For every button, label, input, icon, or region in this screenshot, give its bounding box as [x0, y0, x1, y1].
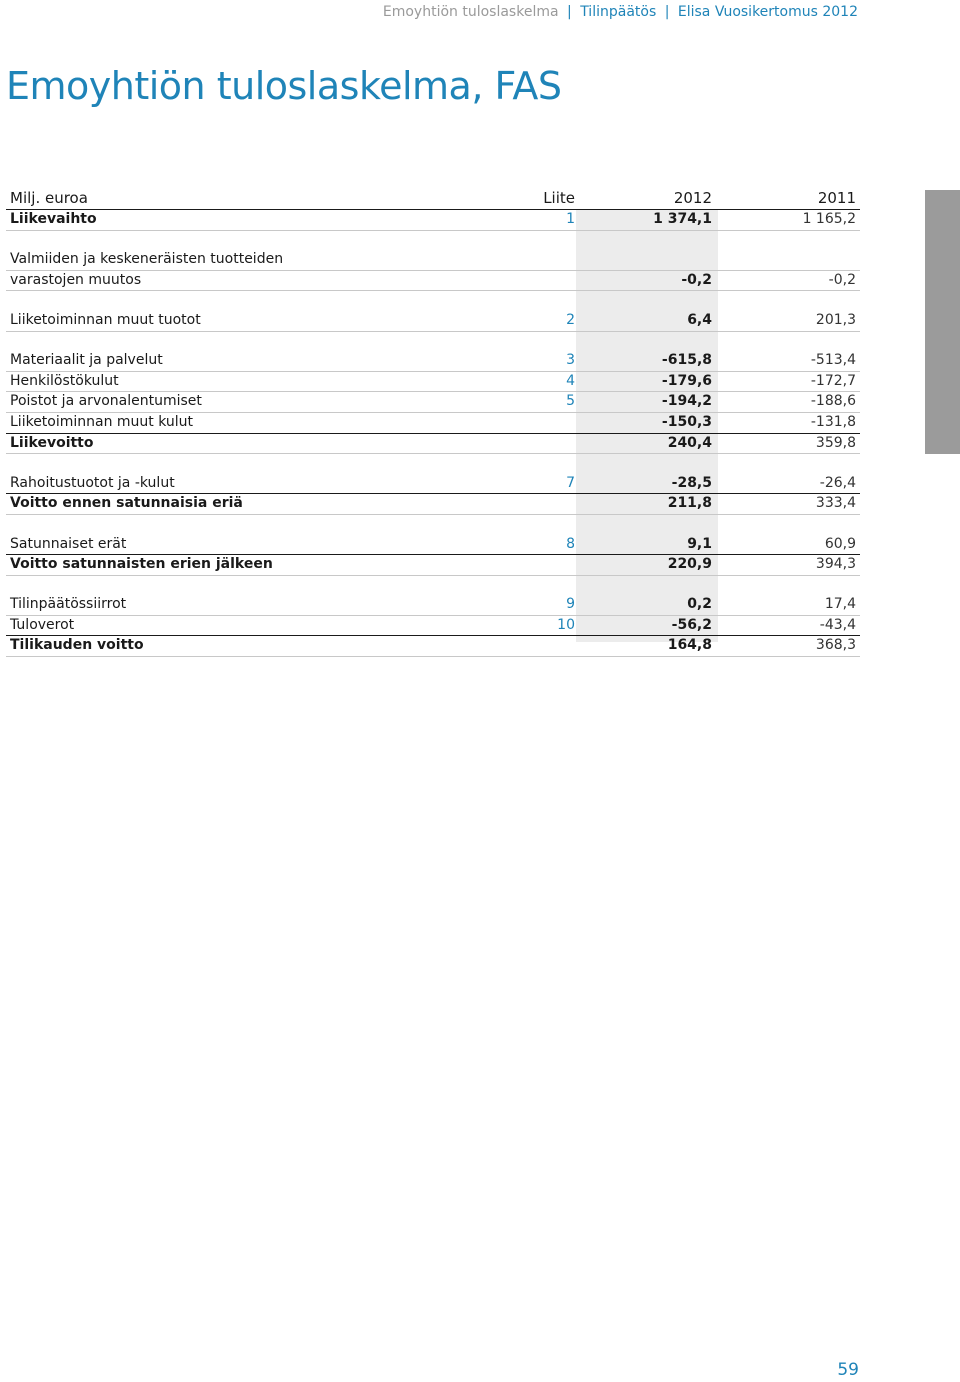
row-label: Liikevaihto — [10, 211, 97, 227]
table-row — [6, 271, 860, 292]
page-title: Emoyhtiön tuloslaskelma, FAS — [6, 64, 562, 108]
row-value-2012: 240,4 — [667, 434, 712, 451]
row-value-2011: 201,3 — [815, 311, 856, 328]
row-value-2011: -131,8 — [810, 413, 856, 430]
row-label: Poistot ja arvonalentumiset — [10, 393, 202, 410]
row-label: Materiaalit ja palvelut — [10, 352, 163, 369]
table-row — [6, 535, 860, 556]
row-note: 5 — [566, 393, 575, 410]
table-row — [6, 372, 860, 393]
header-section: Emoyhtiön tuloslaskelma — [382, 4, 559, 20]
side-tab-marker — [925, 190, 960, 454]
table-row — [6, 474, 860, 495]
row-label: Tuloverot — [10, 616, 75, 633]
table-row-total — [6, 494, 860, 515]
header-2012: 2012 — [673, 189, 712, 208]
table-row — [6, 413, 860, 434]
header-note: Liite — [543, 189, 575, 208]
row-note: 8 — [566, 535, 575, 552]
row-label: Voitto ennen satunnaisia eriä — [10, 495, 243, 512]
row-value-2012: -179,6 — [661, 372, 712, 389]
row-value-2011: 394,3 — [815, 556, 856, 573]
header-2011: 2011 — [817, 189, 856, 208]
row-value-2011: -172,7 — [810, 372, 856, 389]
table-row — [6, 351, 860, 372]
row-value-2011: -43,4 — [819, 616, 856, 633]
table-header-row — [6, 189, 860, 210]
header-separator: | — [567, 4, 572, 20]
row-note: 3 — [566, 352, 575, 369]
table-row — [6, 392, 860, 413]
row-value-2012: 0,2 — [687, 596, 712, 613]
row-value-2012: 1 374,1 — [653, 211, 712, 227]
row-label: Liikevoitto — [10, 434, 94, 451]
income-statement-table — [6, 189, 860, 657]
table-row — [6, 250, 860, 271]
row-label: Liiketoiminnan muut kulut — [10, 413, 194, 430]
header-part-link[interactable]: Tilinpäätös — [580, 4, 657, 20]
row-note: 2 — [566, 311, 575, 328]
row-label: Tilikauden voitto — [10, 637, 144, 654]
row-value-2011: 368,3 — [815, 637, 856, 654]
row-value-2011: 333,4 — [815, 495, 856, 512]
row-value-2012: -194,2 — [661, 393, 712, 410]
row-value-2012: 220,9 — [667, 556, 712, 573]
row-value-2011: 359,8 — [815, 434, 856, 451]
row-value-2011: 17,4 — [824, 596, 856, 613]
row-value-2012: -150,3 — [661, 413, 712, 430]
header-report-link[interactable]: Elisa Vuosikertomus 2012 — [677, 4, 858, 20]
page-number: 59 — [837, 1360, 859, 1380]
row-value-2011: -513,4 — [810, 352, 856, 369]
row-label: Valmiiden ja keskeneräisten tuotteiden — [10, 251, 284, 268]
header-label: Milj. euroa — [10, 189, 88, 208]
running-header — [383, 4, 858, 20]
row-note: 1 — [566, 211, 575, 227]
table-row-total — [6, 555, 860, 576]
row-value-2012: -28,5 — [671, 474, 712, 491]
row-label: Liiketoiminnan muut tuotot — [10, 311, 201, 328]
row-note: 9 — [566, 596, 575, 613]
row-value-2011: 1 165,2 — [802, 211, 856, 227]
row-note: 4 — [566, 372, 575, 389]
table-row — [6, 616, 860, 637]
row-label: Satunnaiset erät — [10, 535, 127, 552]
row-value-2011: -188,6 — [810, 393, 856, 410]
row-value-2012: -615,8 — [661, 352, 712, 369]
table-row — [6, 595, 860, 616]
row-value-2011: 60,9 — [824, 535, 856, 552]
row-value-2011: -0,2 — [828, 271, 856, 288]
table-row — [6, 210, 860, 231]
row-note: 7 — [566, 474, 575, 491]
row-value-2012: 9,1 — [687, 535, 712, 552]
table-row-total — [6, 434, 860, 455]
row-note: 10 — [557, 616, 575, 633]
row-value-2012: 6,4 — [687, 311, 712, 328]
row-value-2012: 211,8 — [667, 495, 712, 512]
row-label: varastojen muutos — [10, 271, 142, 288]
row-label: Voitto satunnaisten erien jälkeen — [10, 556, 273, 573]
header-separator: | — [664, 4, 670, 20]
row-label: Rahoitustuotot ja -kulut — [10, 474, 175, 491]
row-value-2011: -26,4 — [819, 474, 856, 491]
row-label: Tilinpäätössiirrot — [10, 596, 127, 613]
row-label: Henkilöstökulut — [10, 372, 119, 389]
row-value-2012: 164,8 — [667, 637, 712, 654]
table-row — [6, 311, 860, 332]
row-value-2012: -0,2 — [681, 271, 712, 288]
row-value-2012: -56,2 — [671, 616, 712, 633]
table-row-total — [6, 636, 860, 657]
